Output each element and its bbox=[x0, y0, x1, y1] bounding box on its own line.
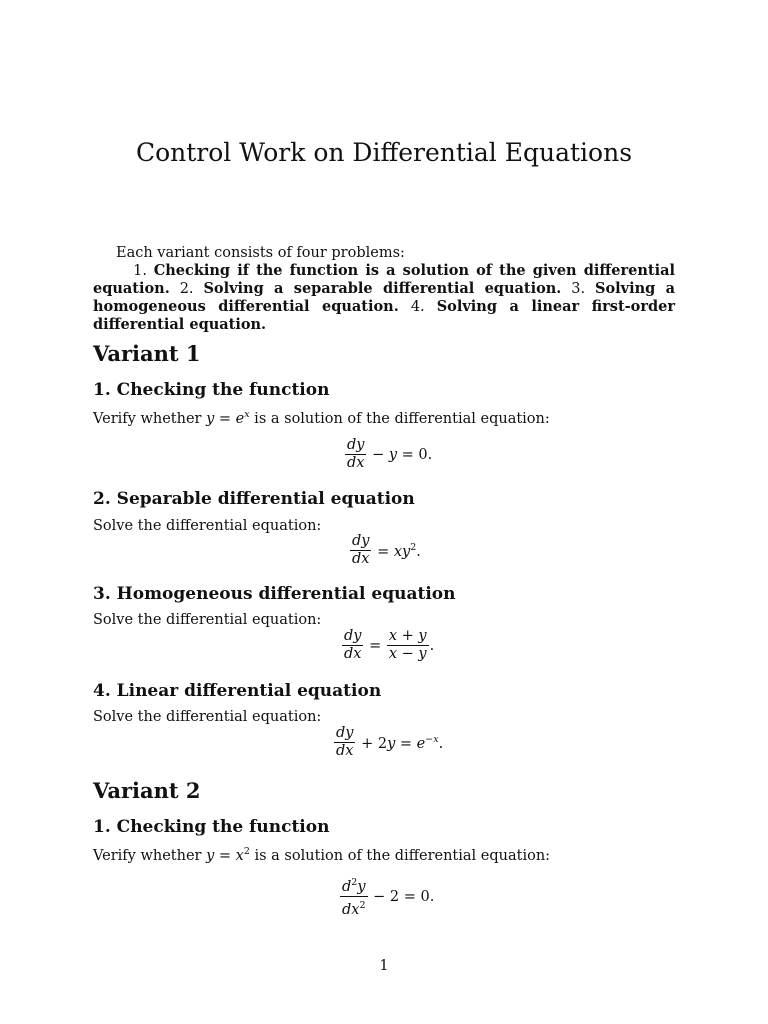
problem-text-3: Solving a homogeneous differential equation. bbox=[93, 280, 676, 315]
v1-equation-2: $\frac{dy}{dx}$ = $xy^2$. bbox=[352, 533, 421, 567]
v1-section-3-heading: 3. Homogeneous differential equation bbox=[93, 584, 456, 604]
page-number: 1 bbox=[379, 958, 389, 974]
problem-number-2: 2. bbox=[179, 281, 194, 297]
v1-equation-3: $\frac{dy}{dx}$ = $\frac{x + y}{x - y}$ . bbox=[344, 628, 435, 662]
problem-number-3: 3. bbox=[571, 281, 586, 297]
v1-function: y = e bbox=[206, 411, 245, 427]
intro-line: Each variant consists of four problems: bbox=[116, 245, 405, 261]
variant-1-heading: Variant 1 bbox=[93, 341, 201, 366]
problem-text-2: Solving a separable differential equation. bbox=[203, 280, 562, 297]
v1-section-3-text: Solve the differential equation: bbox=[93, 612, 322, 628]
v2-section-1-heading: 1. Checking the function bbox=[93, 817, 330, 837]
problem-text-4: Solving a linear first-order differential equation. bbox=[93, 298, 676, 333]
problem-text-1: Checking if the function is a solution of the given differential equation. bbox=[93, 262, 676, 297]
v2-function: y = x bbox=[206, 848, 244, 864]
v2-equation-1: $\frac{d^2y}{dx^2}$ − 2 = 0. bbox=[339, 874, 434, 919]
v1-equation-1: $\frac{dy}{dx}$ − y = 0. bbox=[347, 437, 433, 471]
v1-section-2-heading: 2. Separable differential equation bbox=[93, 489, 415, 509]
variant-2-heading: Variant 2 bbox=[93, 778, 201, 803]
intro-problem-list bbox=[93, 262, 675, 334]
v1-equation-4: $\frac{dy}{dx}$ + $2y = e^{-x}$. bbox=[336, 725, 444, 759]
document-title: Control Work on Differential Equations bbox=[135, 138, 633, 167]
problem-number-1: 1. bbox=[133, 263, 147, 279]
v1-section-4-text: Solve the differential equation: bbox=[93, 709, 322, 725]
problem-number-4: 4. bbox=[410, 299, 425, 315]
v2-section-1-text: Verify whether $y = x^2$ is a solution of the differential equation: bbox=[93, 846, 551, 864]
v1-section-1-heading: 1. Checking the function bbox=[93, 380, 330, 400]
v1-section-2-text: Solve the differential equation: bbox=[93, 518, 322, 534]
v1-section-1-text: Verify whether $y = e^x$ is a solution of the differential equation: bbox=[93, 409, 550, 427]
v1-section-4-heading: 4. Linear differential equation bbox=[93, 681, 382, 701]
